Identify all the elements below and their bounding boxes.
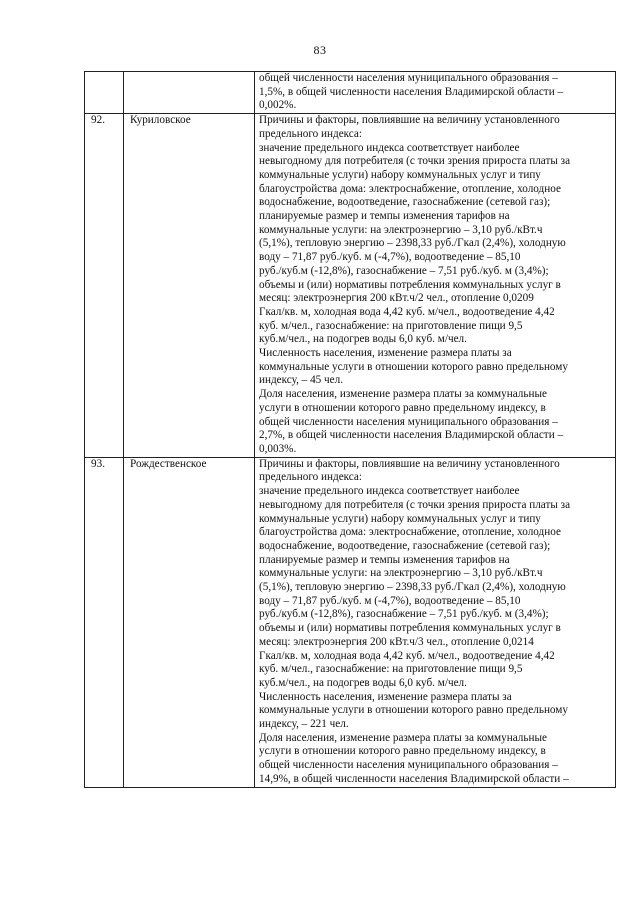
description-cell [255, 457, 616, 787]
text-line: водоснабжение, водоотведение, газоснабжение (сетевой газ); [259, 196, 551, 209]
municipality-name-cell: Рождественское [124, 457, 255, 787]
index-table [84, 71, 616, 788]
table-row [85, 72, 616, 114]
text-line: благоустройства дома: электроснабжение, отопление, холодное [259, 182, 561, 195]
text-line: воду – 71,87 руб./куб. м (-4,7%), водоотведение – 85,10 [259, 594, 521, 607]
row-number-cell: 93. [85, 457, 124, 787]
description-cell [255, 114, 616, 458]
text-line: (5,1%), тепловую энергию – 2398,33 руб./Гкал (2,4%), холодную [259, 581, 566, 594]
text-line: Численность населения, изменение размера платы за [259, 347, 512, 360]
text-line: объемы и (или) нормативы потребления коммунальных услуг в [259, 278, 561, 291]
page-number: 83 [313, 43, 327, 57]
text-line: руб./куб.м (-12,8%), газоснабжение – 7,51 руб./куб. м (3,4%); [259, 608, 549, 621]
text-line: куб. м/чел., газоснабжение: на приготовление пищи 9,5 [259, 663, 523, 676]
text-line: куб. м/чел., газоснабжение: на приготовление пищи 9,5 [259, 319, 523, 332]
text-line: коммунальные услуги в отношении которого равно предельному [259, 704, 568, 717]
text-line: планируемые размер и темпы изменения тарифов на [259, 553, 510, 566]
row-number-cell: 92. [85, 114, 124, 458]
text-line: Численность населения, изменение размера платы за [259, 690, 512, 703]
text-line: Причины и факторы, повлиявшие на величину установленного [259, 114, 560, 127]
text-line: предельного индекса: [259, 471, 362, 484]
row-number-cell [85, 72, 124, 114]
text-line: водоснабжение, водоотведение, газоснабжение (сетевой газ); [259, 539, 551, 552]
text-line: невыгодному для потребителя (с точки зрения прироста платы за [259, 155, 571, 168]
text-line: коммунальные услуги: на электроэнергию – 3,10 руб./кВт.ч [259, 223, 543, 236]
text-line: Причины и факторы, повлиявшие на величину установленного [259, 457, 560, 470]
text-line: общей численности населения муниципального образования – [259, 415, 558, 428]
table-body [85, 72, 616, 788]
text-line: коммунальные услуги) набору коммунальных услуг и типу [259, 512, 541, 525]
table-row [85, 114, 616, 458]
text-line: Гкал/кв. м, холодная вода 4,42 куб. м/чел., водоотведение 4,42 [259, 649, 555, 662]
text-line: 0,003%. [259, 442, 297, 455]
text-line: Доля населения, изменение размера платы за коммунальные [259, 731, 547, 744]
text-line: воду – 71,87 руб./куб. м (-4,7%), водоотведение – 85,10 [259, 251, 521, 264]
text-line: общей численности населения муниципального образования – [259, 759, 558, 772]
text-line: коммунальные услуги в отношении которого равно предельному [259, 360, 568, 373]
table-row [85, 457, 616, 787]
description-cell [255, 72, 616, 114]
text-line: предельного индекса: [259, 127, 362, 140]
text-line: месяц: электроэнергия 200 кВт.ч/3 чел., отопление 0,0214 [259, 635, 534, 648]
text-line: услуги в отношении которого равно предельному индексу, в [259, 401, 546, 414]
text-line: значение предельного индекса соответствует наиболее [259, 141, 520, 154]
text-line: индексу, – 221 чел. [259, 718, 349, 731]
text-line: коммунальные услуги) набору коммунальных услуг и типу [259, 168, 541, 181]
text-line: 14,9%, в общей численности населения Владимирской области – [259, 772, 569, 785]
text-line: значение предельного индекса соответствует наиболее [259, 485, 520, 498]
text-line: куб.м/чел., на подогрев воды 6,0 куб. м/чел. [259, 333, 467, 346]
text-line: благоустройства дома: электроснабжение, отопление, холодное [259, 526, 561, 539]
text-line: 0,002%. [259, 99, 297, 112]
text-line: объемы и (или) нормативы потребления коммунальных услуг в [259, 622, 561, 635]
text-line: месяц: электроэнергия 200 кВт.ч/2 чел., отопление 0,0209 [259, 292, 534, 305]
text-line: 2,7%, в общей численности населения Владимирской области – [259, 429, 564, 442]
text-line: индексу, – 45 чел. [259, 374, 344, 387]
text-line: куб.м/чел., на подогрев воды 6,0 куб. м/чел. [259, 676, 467, 689]
text-line: услуги в отношении которого равно предельному индексу, в [259, 745, 546, 758]
text-line: планируемые размер и темпы изменения тарифов на [259, 210, 510, 223]
municipality-name-cell [124, 72, 255, 114]
text-line: руб./куб.м (-12,8%), газоснабжение – 7,51 руб./куб. м (3,4%); [259, 264, 549, 277]
text-line: 1,5%, в общей численности населения Владимирской области – [259, 85, 564, 98]
municipality-name-cell: Куриловское [124, 114, 255, 458]
text-line: коммунальные услуги: на электроэнергию – 3,10 руб./кВт.ч [259, 567, 543, 580]
text-line: Доля населения, изменение размера платы за коммунальные [259, 388, 547, 401]
text-line: (5,1%), тепловую энергию – 2398,33 руб./Гкал (2,4%), холодную [259, 237, 566, 250]
text-line: невыгодному для потребителя (с точки зрения прироста платы за [259, 498, 571, 511]
text-line: Гкал/кв. м, холодная вода 4,42 куб. м/чел., водоотведение 4,42 [259, 305, 555, 318]
text-line: общей численности населения муниципального образования – [259, 72, 558, 84]
